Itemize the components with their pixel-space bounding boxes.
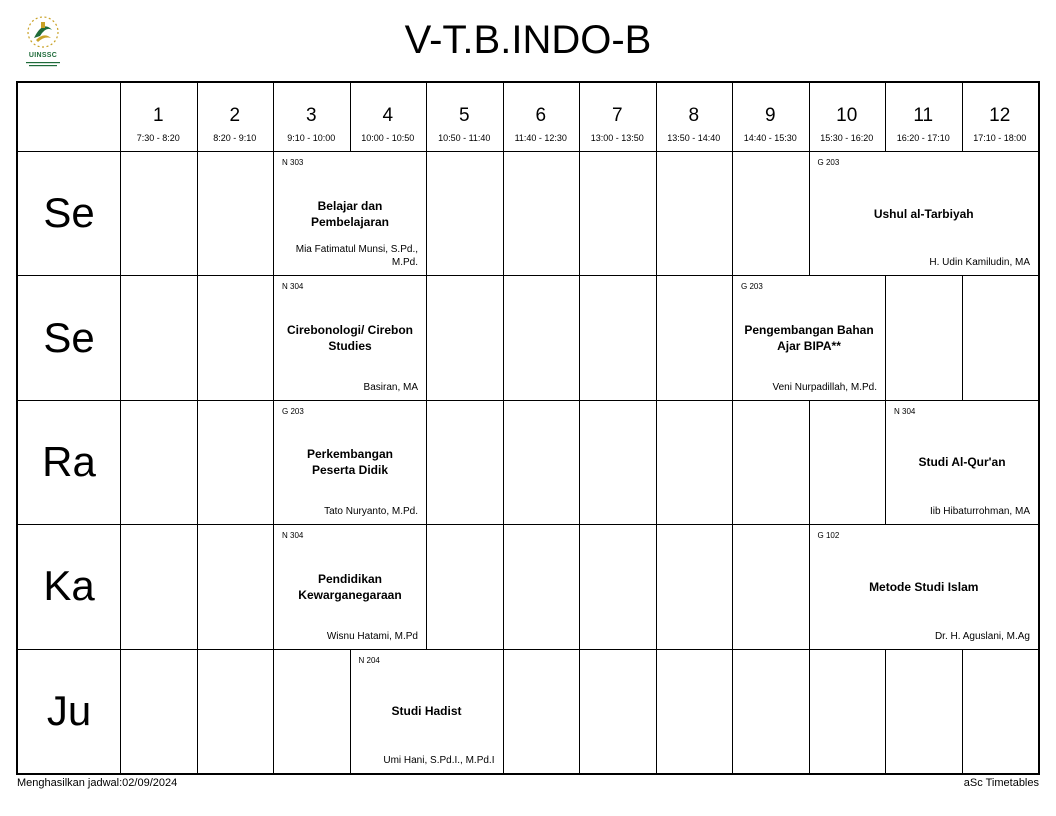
- period-time: 16:20 - 17:10: [896, 133, 950, 143]
- lesson-room: G 203: [741, 282, 763, 292]
- lesson-teacher: Basiran, MA: [363, 381, 418, 393]
- lesson-cell[interactable]: [733, 276, 885, 399]
- page-title: V-T.B.INDO-B: [404, 18, 652, 62]
- lesson-cell[interactable]: [274, 276, 426, 399]
- lesson-teacher: Veni Nurpadillah, M.Pd.: [772, 381, 877, 393]
- lesson-room: N 304: [282, 531, 304, 541]
- period-time: 8:20 - 9:10: [213, 133, 257, 143]
- day-label: Se: [43, 313, 95, 361]
- period-number: 12: [989, 105, 1011, 126]
- period-number: 1: [152, 105, 164, 126]
- lesson-room: G 203: [817, 158, 840, 167]
- period-header: [809, 83, 886, 153]
- lesson-room: G 102: [817, 531, 840, 541]
- column-divider: [503, 83, 504, 773]
- lesson-teacher: Umi Hani, S.Pd.I., M.Pd.I: [383, 754, 495, 766]
- period-header: [503, 83, 580, 153]
- period-number: 8: [688, 105, 700, 126]
- day-label: Ju: [46, 686, 92, 734]
- lesson-cell[interactable]: [886, 401, 1038, 524]
- period-number: 6: [535, 105, 547, 126]
- period-header: [579, 83, 656, 153]
- period-header: [732, 83, 809, 153]
- lesson-subject: Ushul al-Tarbiyah: [873, 206, 974, 221]
- period-number: 11: [913, 105, 934, 126]
- period-time: 11:40 - 12:30: [514, 133, 567, 143]
- lesson-room: G 203: [282, 406, 304, 416]
- lesson-room: N 204: [358, 655, 380, 665]
- period-header: [120, 83, 197, 153]
- period-header: [273, 83, 350, 153]
- logo-text: UINSSC: [28, 52, 58, 59]
- lesson-room: N 304: [282, 282, 304, 292]
- day-label: Ka: [43, 562, 95, 610]
- column-divider: [579, 83, 580, 773]
- lesson-cell[interactable]: [810, 525, 1039, 648]
- period-header: [962, 83, 1039, 153]
- lesson-teacher: Mia Fatimatul Munsi, S.Pd., M.Pd.: [295, 244, 418, 269]
- period-number: 10: [836, 105, 858, 126]
- period-number: 9: [764, 105, 776, 126]
- lesson-subject: Studi Al-Qur'an: [918, 455, 1006, 470]
- period-number: 2: [229, 105, 241, 126]
- brand-label: aSc Timetables: [963, 777, 1039, 789]
- row-divider: [18, 275, 1038, 276]
- row-divider: [18, 400, 1038, 401]
- generated-date: Menghasilkan jadwal:02/09/2024: [17, 777, 178, 789]
- period-header: [197, 83, 274, 153]
- period-time: 13:00 - 13:50: [590, 133, 644, 143]
- period-header: [885, 83, 962, 153]
- period-number: 4: [382, 105, 394, 126]
- period-time: 15:30 - 16:20: [820, 133, 874, 143]
- period-number: 3: [305, 105, 317, 126]
- period-number: 5: [458, 105, 470, 126]
- column-divider: [120, 83, 121, 773]
- lesson-subject: Pendidikan Kewarganegaraan: [298, 571, 402, 602]
- lesson-subject: Perkembangan Peserta Didik: [306, 447, 394, 478]
- day-label: Ra: [42, 438, 96, 485]
- period-time: 13:50 - 14:40: [667, 133, 721, 143]
- column-divider: [656, 83, 657, 773]
- lesson-subject: Cirebonologi/ Cirebon Studies: [287, 323, 413, 354]
- period-number: 7: [611, 105, 623, 126]
- column-divider: [197, 83, 198, 773]
- period-time: 10:00 - 10:50: [361, 133, 415, 143]
- period-time: 7:30 - 8:20: [136, 133, 180, 143]
- lesson-cell[interactable]: [274, 401, 426, 524]
- lesson-teacher: Tato Nuryanto, M.Pd.: [324, 506, 418, 518]
- lesson-subject: Studi Hadist: [391, 704, 462, 719]
- period-time: 17:10 - 18:00: [973, 133, 1027, 143]
- lesson-cell[interactable]: [810, 152, 1039, 275]
- row-divider: [18, 649, 1038, 650]
- period-time: 9:10 - 10:00: [287, 133, 336, 143]
- lesson-subject: Pengembangan Bahan Ajar BIPA**: [744, 323, 874, 354]
- period-header: [350, 83, 427, 153]
- lesson-cell[interactable]: [274, 525, 426, 648]
- lesson-teacher: Wisnu Hatami, M.Pd: [326, 630, 418, 642]
- timetable-grid: [16, 81, 1040, 775]
- period-header: [426, 83, 503, 153]
- lesson-teacher: H. Udin Kamiludin, MA: [929, 257, 1030, 269]
- day-label: Se: [43, 189, 95, 237]
- lesson-cell[interactable]: [351, 650, 503, 773]
- period-time: 14:40 - 15:30: [743, 133, 797, 143]
- lesson-room: N 303: [282, 158, 304, 167]
- lesson-subject: Belajar dan Pembelajaran: [310, 198, 390, 229]
- period-time: 10:50 - 11:40: [438, 133, 491, 143]
- lesson-cell[interactable]: [274, 152, 426, 275]
- lesson-subject: Metode Studi Islam: [869, 579, 979, 594]
- period-header: [656, 83, 733, 153]
- column-divider: [732, 83, 733, 773]
- lesson-room: N 304: [894, 406, 916, 416]
- lesson-teacher: Iib Hibaturrohman, MA: [929, 506, 1030, 518]
- lesson-teacher: Dr. H. Aguslani, M.Ag: [934, 630, 1030, 642]
